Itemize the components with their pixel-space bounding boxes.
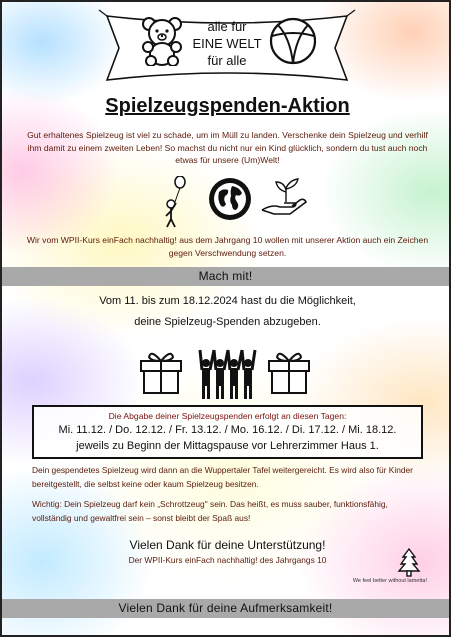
gift-icon [265,347,313,395]
beach-ball-icon [268,16,318,66]
schedule-heading: Die Abgabe deiner Spielzeugspenden erfolgt an diesen Tagen: [108,411,347,421]
call-to-action-bar: Mach mit! [2,267,449,286]
people-raising-hands-icon [197,347,257,401]
globe-icon [207,176,253,222]
banner-line-3: für alle [207,53,247,68]
banner-line-2: EINE WELT [192,36,262,51]
date-line-2: deine Spielzeug-Spenden abzugeben. [134,316,321,328]
gift-icon [137,347,185,395]
thanks-heading: Vielen Dank für deine Unterstützung! [129,538,326,552]
hand-with-plant-icon [260,176,310,216]
child-with-balloon-icon [160,176,190,228]
christmas-tree-icon [397,547,421,577]
date-line-1: Vom 11. bis zum 18.12.2024 hast du die Möglichkeit, [99,295,356,307]
teddy-bear-icon [140,16,184,66]
important-text: Wichtig: Dein Spielzeug darf kein „Schrottzeug" sein. Das heißt, es muss sauber, funktionsfähig, vollständig und gewaltfrei sein – sonst bleibt der Spaß aus! [32,499,388,523]
intro-text: Gut erhaltenes Spielzeug ist viel zu schade, um im Müll zu landen. Verschenke dein Spielzeug und verhilf ihm damit zu einem zweiten Leben! So machst du nicht nur ein Kind glücklich, sondern du tust auch noch etwas für unsere (Um)Welt! [27,130,428,165]
group-text: Wir vom WPII-Kurs einFach nachhaltig! aus dem Jahrgang 10 wollen mit unserer Aktion auch ein Zeichen gegen Verschwendung setzen. [26,235,429,258]
banner-line-1: alle für [207,19,247,34]
course-signature: Der WPII-Kurs einFach nachhaltig! des Jahrgangs 10 [128,555,327,565]
tafel-text: Dein gespendetes Spielzeug wird dann an die Wuppertaler Tafel weitergereicht. Es wird also für Kinder bereitgestellt, die selbst keine oder kaum Spielzeug besitzen. [32,465,413,489]
schedule-box [32,405,423,459]
header-banner [97,8,357,88]
schedule-time: jeweils zu Beginn der Mittagspause vor Lehrerzimmer Haus 1. [76,440,379,452]
tagline: We feel better without lametta! [352,578,427,584]
closing-bar: Vielen Dank für deine Aufmerksamkeit! [2,599,449,618]
page-title: Spielzeugspenden-Aktion [105,95,350,117]
schedule-days: Mi. 11.12. / Do. 12.12. / Fr. 13.12. / Mo. 16.12. / Di. 17.12. / Mi. 18.12. [58,424,397,436]
